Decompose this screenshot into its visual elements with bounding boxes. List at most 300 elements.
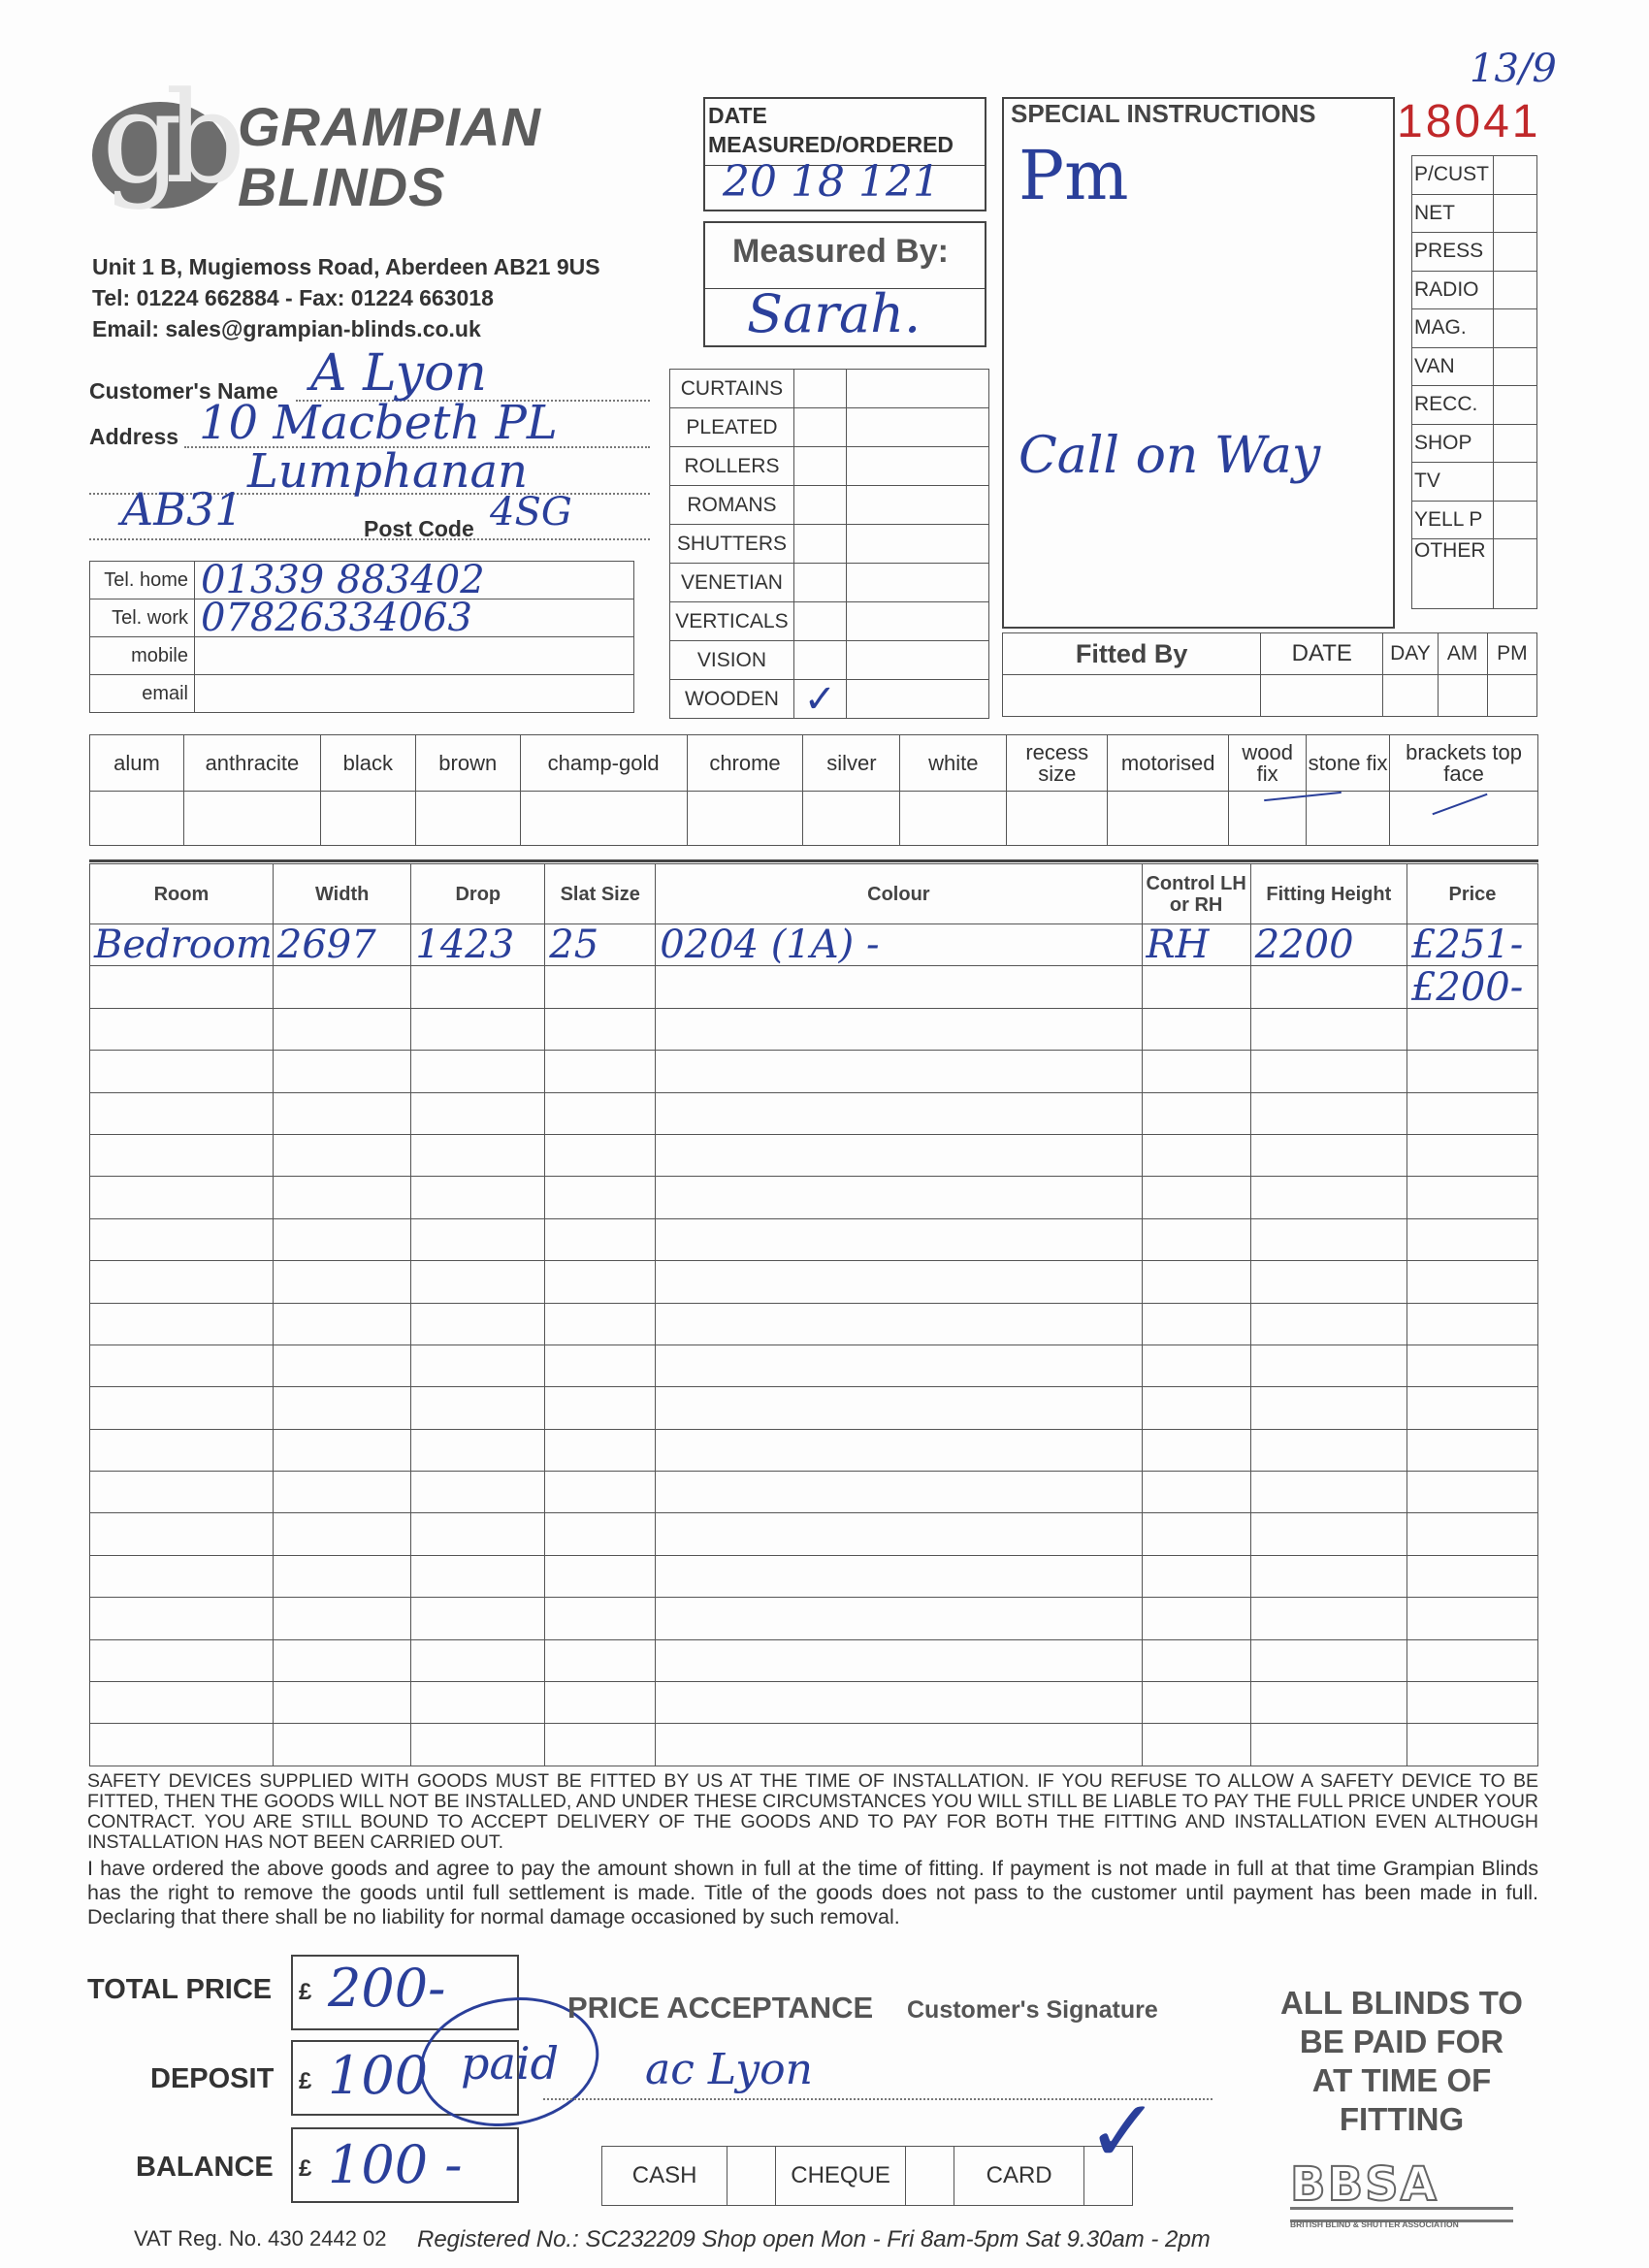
order-cell[interactable] <box>1250 1218 1406 1260</box>
order-cell[interactable] <box>545 1724 656 1766</box>
bbsa-logo: BBSA <box>1290 2157 1439 2212</box>
product-type-notes[interactable] <box>846 680 988 719</box>
order-row <box>90 966 1538 1008</box>
order-cell[interactable] <box>1142 1472 1250 1513</box>
product-type-row <box>670 641 989 680</box>
order-column-header: Price <box>1406 864 1537 924</box>
fitted-by-value[interactable] <box>1003 675 1261 717</box>
order-cell[interactable] <box>1142 1261 1250 1303</box>
fitted-day-value[interactable] <box>1383 675 1438 717</box>
order-cell[interactable] <box>273 1051 411 1092</box>
order-table <box>89 863 1538 1766</box>
order-cell[interactable] <box>90 1261 274 1303</box>
product-type-notes[interactable] <box>846 370 988 408</box>
date-label-2: MEASURED/ORDERED <box>708 132 954 157</box>
order-cell[interactable]: 25 <box>545 924 656 966</box>
order-cell[interactable]: 2200 <box>1250 924 1406 966</box>
order-cell[interactable] <box>545 1051 656 1092</box>
deposit-label: DEPOSIT <box>150 2063 275 2094</box>
order-cell[interactable] <box>90 1134 274 1176</box>
order-cell[interactable] <box>273 1261 411 1303</box>
order-cell[interactable] <box>90 1008 274 1050</box>
payment-cheque-box[interactable] <box>906 2147 954 2206</box>
order-cell[interactable] <box>90 966 274 1008</box>
order-cell[interactable] <box>1142 1513 1250 1555</box>
order-column-header: Colour <box>656 864 1142 924</box>
order-cell[interactable] <box>273 1724 411 1766</box>
product-type-row <box>670 680 989 719</box>
order-cell[interactable] <box>1142 1387 1250 1429</box>
order-cell[interactable] <box>411 1008 545 1050</box>
customer-name-label: Customer's Name <box>89 378 278 404</box>
order-cell[interactable] <box>411 1598 545 1639</box>
product-type-check[interactable] <box>793 602 846 641</box>
finish-option-label: brackets top face <box>1390 735 1538 792</box>
order-cell[interactable] <box>273 1345 411 1386</box>
order-cell[interactable] <box>273 1555 411 1597</box>
order-cell[interactable] <box>1250 1513 1406 1555</box>
order-cell[interactable] <box>545 1134 656 1176</box>
finish-option-label: wood fix <box>1229 735 1307 792</box>
finish-option-check[interactable] <box>1007 792 1108 846</box>
order-cell[interactable] <box>1250 1387 1406 1429</box>
finish-option-check[interactable] <box>900 792 1007 846</box>
finish-option-label: champ-gold <box>520 735 687 792</box>
order-cell[interactable] <box>411 1724 545 1766</box>
address-value-2: Lumphanan <box>247 444 529 499</box>
product-type-check[interactable]: ✓ <box>793 680 846 719</box>
source-check[interactable] <box>1493 539 1536 609</box>
total-price-label: TOTAL PRICE <box>87 1974 273 2005</box>
fitted-date-label: DATE <box>1261 633 1383 675</box>
order-cell[interactable] <box>411 1513 545 1555</box>
order-cell[interactable] <box>1406 1051 1537 1092</box>
order-cell[interactable] <box>1142 1639 1250 1681</box>
source-label: PRESS <box>1412 233 1494 272</box>
order-cell[interactable] <box>411 1387 545 1429</box>
order-cell[interactable] <box>411 1051 545 1092</box>
order-cell[interactable] <box>411 1218 545 1260</box>
order-cell[interactable] <box>411 1134 545 1176</box>
product-type-row <box>670 447 989 486</box>
source-row <box>1412 233 1537 272</box>
order-cell[interactable] <box>90 1724 274 1766</box>
finish-option-check[interactable] <box>320 792 415 846</box>
finish-option-label: stone fix <box>1307 735 1390 792</box>
finish-option-check[interactable] <box>687 792 803 846</box>
order-row <box>90 1639 1538 1681</box>
order-cell[interactable] <box>656 1345 1142 1386</box>
source-check[interactable] <box>1493 233 1536 272</box>
source-check[interactable] <box>1493 463 1536 502</box>
order-cell[interactable] <box>1250 1177 1406 1218</box>
order-cell[interactable] <box>545 1092 656 1134</box>
order-cell[interactable] <box>273 1387 411 1429</box>
product-type-label: SHUTTERS <box>670 525 794 564</box>
source-label: OTHER <box>1412 539 1494 609</box>
order-cell[interactable] <box>1142 1598 1250 1639</box>
fitted-date-value[interactable] <box>1261 675 1383 717</box>
order-column-header: Slat Size <box>545 864 656 924</box>
source-label: MAG. <box>1412 309 1494 348</box>
order-cell[interactable] <box>1142 1051 1250 1092</box>
order-cell[interactable] <box>1406 1513 1537 1555</box>
order-cell[interactable] <box>545 1261 656 1303</box>
order-cell[interactable]: 2697 <box>273 924 411 966</box>
product-type-notes[interactable] <box>846 408 988 447</box>
order-cell[interactable]: £200- <box>1406 966 1537 1008</box>
price-acceptance-subtitle: Customer's Signature <box>907 1996 1158 2024</box>
special-note-call: Call on Way <box>1018 427 1321 485</box>
finish-option-check[interactable] <box>90 792 184 846</box>
order-cell[interactable] <box>90 1429 274 1471</box>
phone-value[interactable] <box>195 675 634 713</box>
order-cell[interactable] <box>1406 1177 1537 1218</box>
order-cell[interactable] <box>273 1092 411 1134</box>
order-cell[interactable] <box>545 1682 656 1724</box>
order-cell[interactable] <box>545 1555 656 1597</box>
order-cell[interactable] <box>1406 1303 1537 1345</box>
source-row <box>1412 386 1537 425</box>
notice-line-4: FITTING <box>1339 2101 1465 2137</box>
order-cell[interactable] <box>273 1303 411 1345</box>
source-check[interactable] <box>1493 501 1536 539</box>
order-cell[interactable] <box>273 1682 411 1724</box>
product-type-notes[interactable] <box>846 447 988 486</box>
vat-number: VAT Reg. No. 430 2442 02 <box>134 2226 387 2251</box>
source-check[interactable] <box>1493 271 1536 309</box>
order-column-header: Fitting Height <box>1250 864 1406 924</box>
order-column-header: Room <box>90 864 274 924</box>
order-cell[interactable] <box>90 1472 274 1513</box>
order-cell[interactable] <box>90 1598 274 1639</box>
order-cell[interactable] <box>1406 1008 1537 1050</box>
source-label: P/CUST <box>1412 156 1494 195</box>
order-row <box>90 1472 1538 1513</box>
order-cell[interactable] <box>411 1303 545 1345</box>
special-note-pm: Pm <box>1018 136 1129 215</box>
source-row <box>1412 194 1537 233</box>
order-cell[interactable] <box>656 1598 1142 1639</box>
order-cell[interactable] <box>545 1429 656 1471</box>
order-row <box>90 1513 1538 1555</box>
payment-cash-box[interactable] <box>728 2147 776 2206</box>
payment-cheque-label: CHEQUE <box>775 2147 905 2206</box>
order-row <box>90 1177 1538 1218</box>
order-cell[interactable] <box>1250 1092 1406 1134</box>
order-cell[interactable] <box>545 1303 656 1345</box>
address-value-3: AB31 <box>121 483 243 535</box>
source-check[interactable] <box>1493 347 1536 386</box>
order-cell[interactable] <box>1406 1555 1537 1597</box>
product-type-check[interactable] <box>793 525 846 564</box>
order-cell[interactable] <box>1250 1303 1406 1345</box>
order-cell[interactable] <box>656 966 1142 1008</box>
order-cell[interactable] <box>1406 1472 1537 1513</box>
order-cell[interactable] <box>90 1682 274 1724</box>
order-cell[interactable] <box>1406 1261 1537 1303</box>
order-cell[interactable] <box>90 1555 274 1597</box>
finish-option-label: motorised <box>1108 735 1229 792</box>
order-cell[interactable] <box>1142 1008 1250 1050</box>
product-type-row <box>670 408 989 447</box>
order-cell[interactable] <box>90 1345 274 1386</box>
source-check[interactable] <box>1493 386 1536 425</box>
product-type-notes[interactable] <box>846 486 988 525</box>
source-label: VAN <box>1412 347 1494 386</box>
order-cell[interactable]: RH <box>1142 924 1250 966</box>
fitted-am-value[interactable] <box>1438 675 1487 717</box>
order-cell[interactable] <box>273 1639 411 1681</box>
order-cell[interactable] <box>90 1177 274 1218</box>
order-cell[interactable] <box>656 1555 1142 1597</box>
source-check[interactable] <box>1493 424 1536 463</box>
order-cell[interactable] <box>656 1303 1142 1345</box>
phone-table <box>89 561 634 713</box>
order-cell[interactable] <box>1406 1724 1537 1766</box>
product-type-check[interactable] <box>793 447 846 486</box>
finish-option-check[interactable] <box>520 792 687 846</box>
order-cell[interactable] <box>90 1387 274 1429</box>
order-cell[interactable] <box>545 1598 656 1639</box>
order-cell[interactable] <box>273 1134 411 1176</box>
order-cell[interactable] <box>273 1218 411 1260</box>
finish-option-check[interactable] <box>1108 792 1229 846</box>
order-cell[interactable] <box>1250 1261 1406 1303</box>
order-cell[interactable] <box>545 1387 656 1429</box>
order-cell[interactable] <box>1406 1218 1537 1260</box>
product-type-check[interactable] <box>793 641 846 680</box>
order-cell[interactable] <box>1142 1303 1250 1345</box>
order-row <box>90 1261 1538 1303</box>
customer-signature: ac Lyon <box>645 2045 813 2094</box>
order-cell[interactable] <box>1142 966 1250 1008</box>
registration-and-hours: Registered No.: SC232209 Shop open Mon - Fri 8am-5pm Sat 9.30am - 2pm <box>417 2226 1211 2252</box>
order-cell[interactable] <box>545 1218 656 1260</box>
order-cell[interactable] <box>545 1345 656 1386</box>
order-cell[interactable] <box>411 1682 545 1724</box>
order-cell[interactable] <box>656 1429 1142 1471</box>
order-cell[interactable] <box>545 1472 656 1513</box>
order-column-header: Drop <box>411 864 545 924</box>
source-check[interactable] <box>1493 156 1536 195</box>
total-price-value: 200- <box>328 1958 446 2019</box>
order-cell[interactable] <box>411 1261 545 1303</box>
company-email: Email: sales@grampian-blinds.co.uk <box>92 316 481 341</box>
order-cell[interactable] <box>656 1724 1142 1766</box>
order-cell[interactable] <box>90 1639 274 1681</box>
finish-option-check[interactable] <box>1307 792 1390 846</box>
finish-option-check[interactable] <box>803 792 900 846</box>
order-cell[interactable] <box>1250 1472 1406 1513</box>
order-cell[interactable] <box>273 1008 411 1050</box>
finish-option-check[interactable] <box>415 792 520 846</box>
order-cell[interactable] <box>90 1218 274 1260</box>
order-cell[interactable] <box>1250 1598 1406 1639</box>
order-row <box>90 1598 1538 1639</box>
product-type-check[interactable] <box>793 370 846 408</box>
order-cell[interactable] <box>1406 1598 1537 1639</box>
order-cell[interactable] <box>1250 1555 1406 1597</box>
order-cell[interactable] <box>411 1429 545 1471</box>
special-instructions-title: SPECIAL INSTRUCTIONS <box>1011 99 1316 128</box>
order-cell[interactable] <box>656 1218 1142 1260</box>
finish-option-label: chrome <box>687 735 803 792</box>
order-row <box>90 1134 1538 1176</box>
order-cell[interactable] <box>1142 1724 1250 1766</box>
order-cell[interactable] <box>1142 1218 1250 1260</box>
source-row <box>1412 271 1537 309</box>
product-type-notes[interactable] <box>846 641 988 680</box>
order-cell[interactable] <box>273 966 411 1008</box>
order-cell[interactable] <box>411 1472 545 1513</box>
source-check[interactable] <box>1493 309 1536 348</box>
order-cell[interactable]: Bedroom <box>90 924 274 966</box>
order-cell[interactable] <box>1406 1639 1537 1681</box>
product-type-row <box>670 370 989 408</box>
order-cell[interactable] <box>656 1008 1142 1050</box>
order-cell[interactable] <box>656 1472 1142 1513</box>
fitted-day-label: DAY <box>1383 633 1438 675</box>
order-cell[interactable] <box>1250 1008 1406 1050</box>
order-cell[interactable] <box>1142 1429 1250 1471</box>
order-cell[interactable] <box>656 1513 1142 1555</box>
deposit-currency: £ <box>299 2068 312 2094</box>
phone-value[interactable]: 07826334063 <box>195 599 634 637</box>
product-type-notes[interactable] <box>846 564 988 602</box>
order-cell[interactable] <box>90 1303 274 1345</box>
order-cell[interactable] <box>656 1261 1142 1303</box>
order-table-top-rule <box>89 859 1538 862</box>
order-row <box>90 1345 1538 1386</box>
order-cell[interactable] <box>411 1345 545 1386</box>
order-cell[interactable] <box>656 1682 1142 1724</box>
order-cell[interactable] <box>545 1513 656 1555</box>
source-label: YELL P <box>1412 501 1494 539</box>
order-cell[interactable] <box>1406 1429 1537 1471</box>
order-cell[interactable] <box>1142 1555 1250 1597</box>
order-cell[interactable] <box>273 1429 411 1471</box>
product-type-notes[interactable] <box>846 602 988 641</box>
order-cell[interactable]: 0204 (1A) - <box>656 924 1142 966</box>
order-cell[interactable] <box>1406 1134 1537 1176</box>
order-cell[interactable] <box>273 1513 411 1555</box>
order-cell[interactable] <box>1250 1639 1406 1681</box>
order-cell[interactable] <box>545 1177 656 1218</box>
order-cell[interactable] <box>1142 1134 1250 1176</box>
order-cell[interactable] <box>1142 1345 1250 1386</box>
order-cell[interactable] <box>1142 1177 1250 1218</box>
order-cell[interactable] <box>1250 1682 1406 1724</box>
order-cell[interactable] <box>411 966 545 1008</box>
date-value: 20 18 121 <box>723 157 940 207</box>
order-cell[interactable] <box>90 1513 274 1555</box>
order-row <box>90 1092 1538 1134</box>
order-cell[interactable] <box>1250 966 1406 1008</box>
fitted-pm-label: PM <box>1487 633 1536 675</box>
product-type-notes[interactable] <box>846 525 988 564</box>
source-check[interactable] <box>1493 194 1536 233</box>
order-cell[interactable] <box>545 1008 656 1050</box>
order-cell[interactable] <box>656 1639 1142 1681</box>
order-cell[interactable] <box>656 1134 1142 1176</box>
order-row <box>90 1008 1538 1050</box>
order-cell[interactable] <box>1250 1051 1406 1092</box>
price-acceptance-title: PRICE ACCEPTANCE <box>567 1991 874 2025</box>
fitted-by-label: Fitted By <box>1003 633 1261 675</box>
phone-row <box>90 599 634 637</box>
order-cell[interactable] <box>411 1639 545 1681</box>
order-cell[interactable] <box>656 1177 1142 1218</box>
order-cell[interactable] <box>656 1387 1142 1429</box>
fitted-am-label: AM <box>1438 633 1487 675</box>
company-logo <box>92 64 238 228</box>
product-type-check[interactable] <box>793 564 846 602</box>
order-cell[interactable] <box>1250 1429 1406 1471</box>
notice-line-3: AT TIME OF <box>1311 2062 1492 2098</box>
order-cell[interactable] <box>273 1472 411 1513</box>
order-cell[interactable]: 1423 <box>411 924 545 966</box>
logo-text: gb <box>102 64 229 211</box>
order-cell[interactable] <box>1250 1345 1406 1386</box>
order-cell[interactable] <box>411 1555 545 1597</box>
product-type-check[interactable] <box>793 486 846 525</box>
order-cell[interactable] <box>1250 1724 1406 1766</box>
order-cell[interactable] <box>90 1092 274 1134</box>
order-cell[interactable] <box>1406 1345 1537 1386</box>
phone-value[interactable]: 01339 883402 <box>195 562 634 599</box>
order-cell[interactable] <box>545 1639 656 1681</box>
order-cell[interactable] <box>545 966 656 1008</box>
finish-option-check[interactable] <box>183 792 320 846</box>
source-row <box>1412 424 1537 463</box>
order-row <box>90 924 1538 966</box>
source-row <box>1412 539 1537 609</box>
order-cell[interactable] <box>411 1092 545 1134</box>
payment-card-label: CARD <box>954 2147 1083 2206</box>
order-cell[interactable] <box>656 1051 1142 1092</box>
finish-option-label: alum <box>90 735 184 792</box>
order-cell[interactable] <box>1406 1092 1537 1134</box>
order-cell[interactable] <box>273 1598 411 1639</box>
bbsa-tagline: BRITISH BLIND & SHUTTER ASSOCIATION <box>1290 2219 1459 2229</box>
product-type-row <box>670 564 989 602</box>
order-cell[interactable] <box>1406 1387 1537 1429</box>
product-type-label: VENETIAN <box>670 564 794 602</box>
finish-option-check[interactable] <box>1390 792 1538 846</box>
order-cell[interactable] <box>1142 1682 1250 1724</box>
order-cell[interactable]: £251- <box>1406 924 1537 966</box>
finish-option-label: anthracite <box>183 735 320 792</box>
order-cell[interactable] <box>1250 1134 1406 1176</box>
phone-label: Tel. work <box>90 599 195 637</box>
fitted-pm-value[interactable] <box>1487 675 1536 717</box>
order-cell[interactable] <box>273 1177 411 1218</box>
order-cell[interactable] <box>90 1051 274 1092</box>
phone-value[interactable] <box>195 637 634 675</box>
product-type-check[interactable] <box>793 408 846 447</box>
finish-option-label: white <box>900 735 1007 792</box>
order-cell[interactable] <box>411 1177 545 1218</box>
product-type-row <box>670 525 989 564</box>
order-cell[interactable] <box>1142 1092 1250 1134</box>
product-type-label: ROLLERS <box>670 447 794 486</box>
order-cell[interactable] <box>1406 1682 1537 1724</box>
postcode-value: 4SG <box>490 490 572 535</box>
order-cell[interactable] <box>656 1092 1142 1134</box>
deposit-value: 100 <box>328 2045 429 2106</box>
phone-label: Tel. home <box>90 562 195 599</box>
